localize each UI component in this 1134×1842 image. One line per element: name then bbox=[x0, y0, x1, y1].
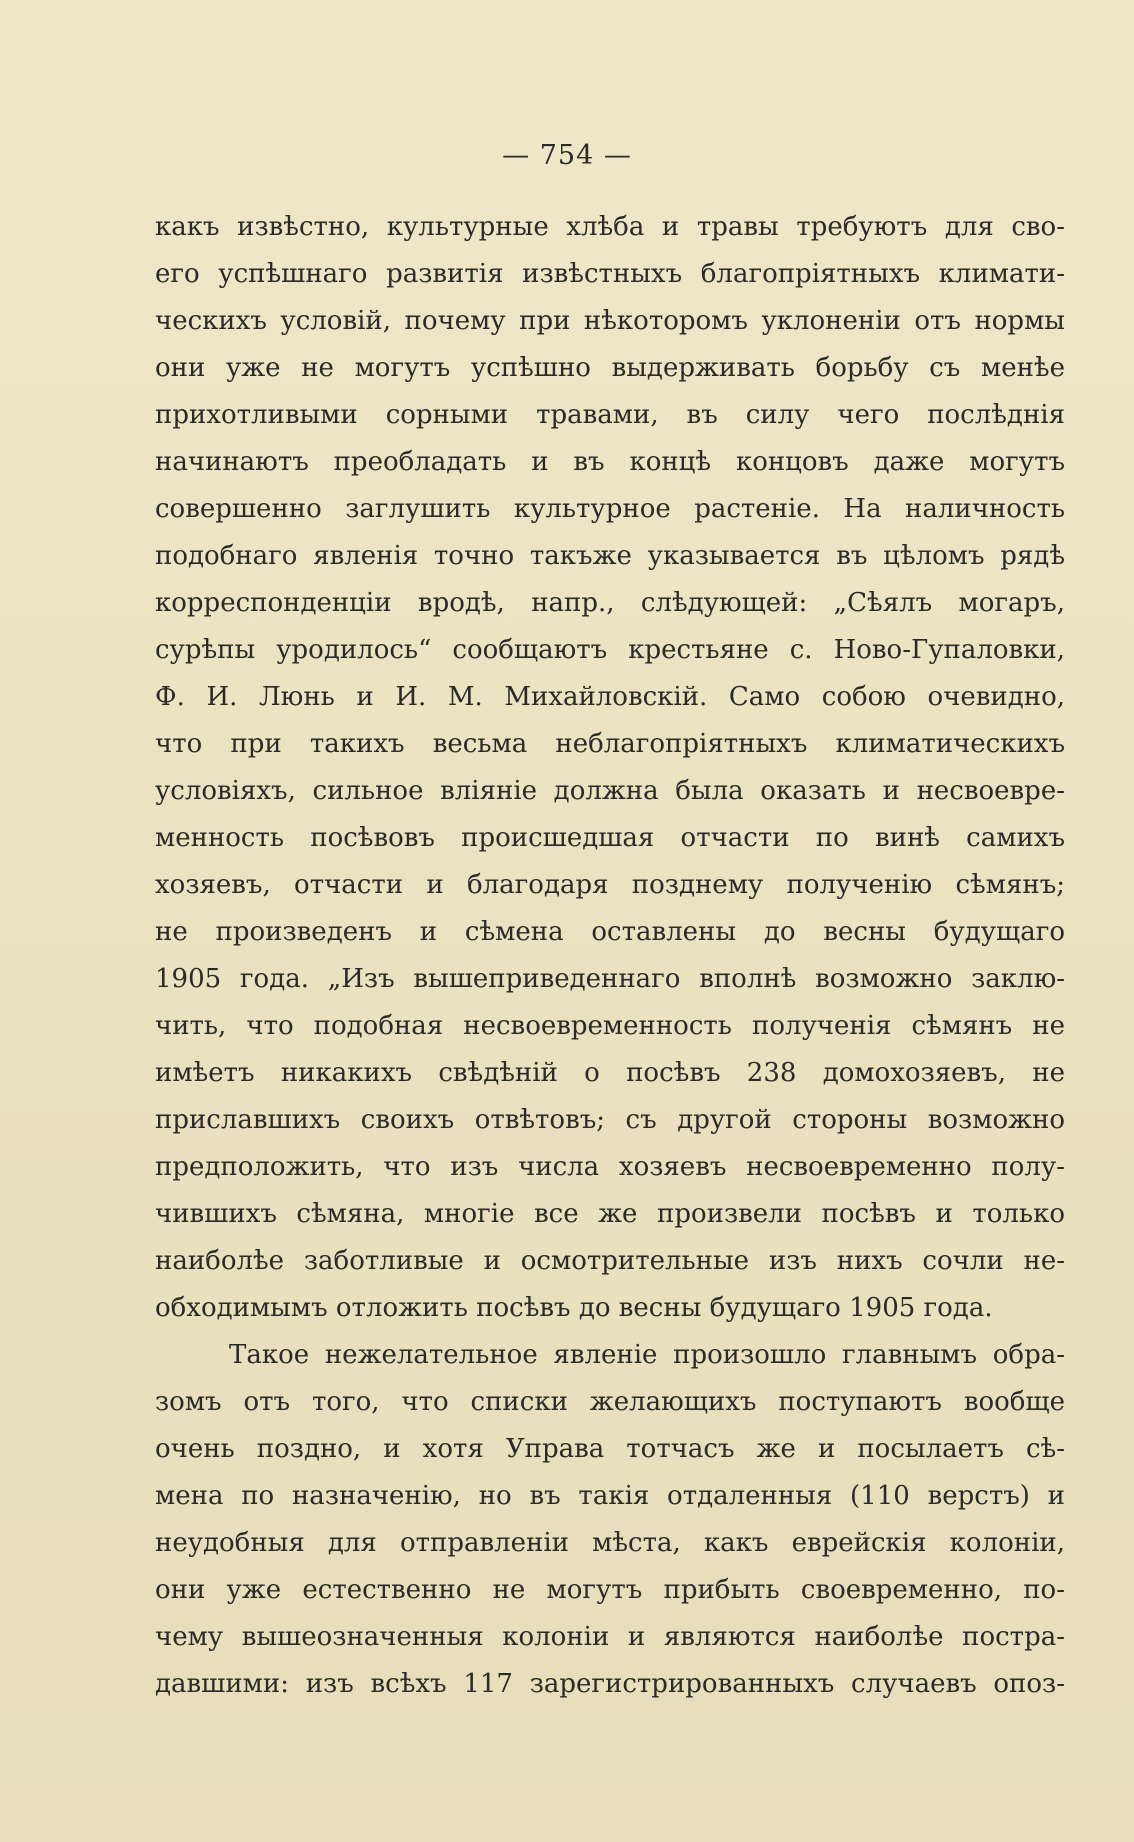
text-line: сурѣпы уродилось“ сообщаютъ крестьяне с. Ново-Гупаловки, bbox=[155, 635, 1065, 665]
text-line: чившихъ сѣмяна, многіе все же произвели посѣвъ и только bbox=[155, 1199, 1065, 1229]
text-line: обходимымъ отложить посѣвъ до весны будущаго 1905 года. bbox=[155, 1293, 993, 1323]
body-text bbox=[155, 204, 1065, 1708]
text-line: наиболѣе заботливые и осмотрительные изъ нихъ сочли не- bbox=[155, 1246, 1065, 1276]
text-line: приславшихъ своихъ отвѣтовъ; съ другой стороны возможно bbox=[155, 1105, 1065, 1135]
text-line: Ф. И. Люнь и И. М. Михайловскій. Само собою очевидно, bbox=[155, 682, 1065, 712]
text-line: хозяевъ, отчасти и благодаря позднему полученію сѣмянъ; bbox=[155, 870, 1065, 900]
text-line: они уже естественно не могутъ прибыть своевременно, по- bbox=[155, 1575, 1065, 1605]
text-line: Такое нежелательное явленіе произошло главнымъ обра- bbox=[229, 1340, 1065, 1370]
text-line: имѣетъ никакихъ свѣдѣній о посѣвъ 238 домохозяевъ, не bbox=[155, 1058, 1065, 1088]
text-line: зомъ отъ того, что списки желающихъ поступаютъ вообще bbox=[155, 1387, 1065, 1417]
text-line: неудобныя для отправленіи мѣста, какъ еврейскія колоніи, bbox=[155, 1528, 1065, 1558]
text-line: давшими: изъ всѣхъ 117 зарегистрированныхъ случаевъ опоз- bbox=[155, 1669, 1065, 1699]
text-line: совершенно заглушить культурное растеніе. На наличность bbox=[155, 494, 1065, 524]
text-line: корреспонденціи вродѣ, напр., слѣдующей: „Сѣялъ могаръ, bbox=[155, 588, 1065, 618]
text-line: подобнаго явленія точно такъже указывается въ цѣломъ рядѣ bbox=[155, 541, 1065, 571]
page-number: — 754 — bbox=[502, 140, 632, 171]
text-line: ческихъ условій, почему при нѣкоторомъ уклоненіи отъ нормы bbox=[155, 306, 1065, 336]
text-line: чему вышеозначенныя колоніи и являются наиболѣе постра- bbox=[155, 1622, 1065, 1652]
text-line: не произведенъ и сѣмена оставлены до весны будущаго bbox=[155, 917, 1065, 947]
text-line: менность посѣвовъ происшедшая отчасти по винѣ самихъ bbox=[155, 823, 1065, 853]
text-line: они уже не могутъ успѣшно выдерживать борьбу съ менѣе bbox=[155, 353, 1065, 383]
text-line: прихотливыми сорными травами, въ силу чего послѣднія bbox=[155, 400, 1065, 430]
text-line: 1905 года. „Изъ вышеприведеннаго вполнѣ возможно заклю- bbox=[155, 964, 1065, 994]
text-line: предположить, что изъ числа хозяевъ несвоевременно полу- bbox=[155, 1152, 1065, 1182]
text-line: какъ извѣстно, культурные хлѣба и травы требуютъ для сво- bbox=[155, 212, 1065, 242]
text-line: начинаютъ преобладать и въ концѣ концовъ даже могутъ bbox=[155, 447, 1065, 477]
text-line: условіяхъ, сильное вліяніе должна была оказать и несвоевре- bbox=[155, 776, 1065, 806]
text-line: чить, что подобная несвоевременность полученія сѣмянъ не bbox=[155, 1011, 1065, 1041]
text-line: что при такихъ весьма неблагопріятныхъ климатическихъ bbox=[155, 729, 1065, 759]
text-line: его успѣшнаго развитія извѣстныхъ благопріятныхъ климати- bbox=[155, 259, 1065, 289]
text-line: мена по назначенію, но въ такія отдаленныя (110 верстъ) и bbox=[155, 1481, 1065, 1511]
text-line: очень поздно, и хотя Управа тотчасъ же и посылаетъ сѣ- bbox=[155, 1434, 1065, 1464]
